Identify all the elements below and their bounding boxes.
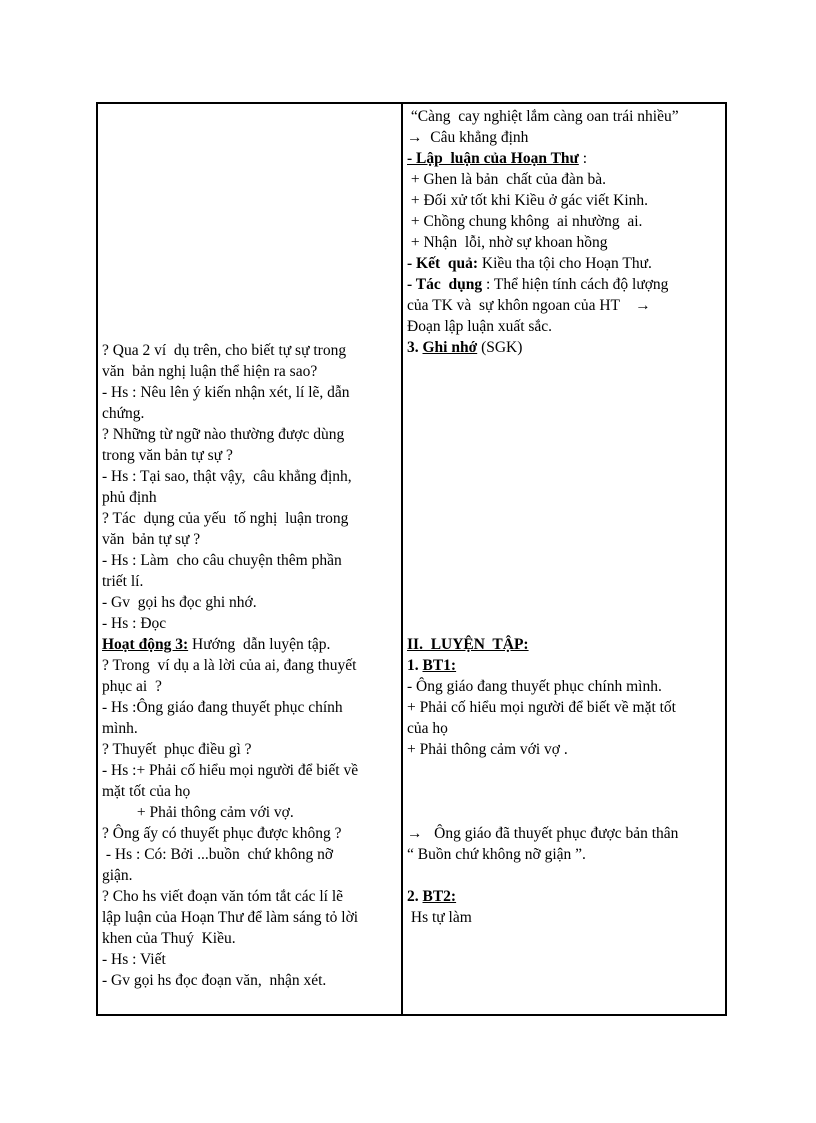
exercise-1-conclusion-2: “ Buồn chứ không nỡ giận ”. (407, 846, 586, 863)
left-line: trong văn bản tự sự ? (102, 447, 233, 464)
left-line: chứng. (102, 405, 145, 422)
left-line: triết lí. (102, 573, 144, 590)
activity-3-heading (102, 634, 394, 655)
left-line: - Hs :Ông giáo đang thuyết phục chính (102, 699, 343, 716)
left-line: - Hs : Làm cho câu chuyện thêm phần (102, 552, 342, 569)
memo-text: (SGK) (477, 339, 523, 356)
left-line: - Gv gọi hs đọc đoạn văn, nhận xét. (102, 972, 327, 989)
exercise-1-line: của họ (407, 720, 448, 737)
teacher-student-column (102, 340, 394, 991)
effect-line-2: của TK và sự khôn ngoan của HT → (407, 297, 651, 314)
left-line: ? Tác dụng của yếu tố nghị luận trong (102, 510, 349, 527)
argument-label: - Lập luận của Hoạn Thư (407, 150, 579, 167)
effect-line-3: Đoạn lập luận xuất sắc. (407, 318, 553, 335)
effect-line (407, 274, 723, 295)
exercise-1-line: + Phải cố hiểu mọi người để biết về mặt tốt (407, 699, 676, 716)
exercise-2-text: Hs tự làm (407, 909, 472, 926)
left-line: phục ai ? (102, 678, 162, 695)
left-line: ? Cho hs viết đoạn văn tóm tắt các lí lẽ (102, 888, 344, 905)
left-line: - Hs : Viết (102, 951, 166, 968)
effect-text: : Thể hiện tính cách độ lượng (482, 276, 669, 293)
result-line (407, 253, 723, 274)
left-line: khen của Thuý Kiều. (102, 930, 236, 947)
memo-number: 3. (407, 339, 423, 356)
activity-3-label: Hoạt động 3: (102, 636, 189, 653)
exercise-1-label: BT1: (422, 657, 457, 674)
exercise-1-heading (407, 655, 723, 676)
left-line: ? Thuyết phục điều gì ? (102, 741, 252, 758)
memo-label: Ghi nhớ (422, 339, 478, 356)
result-text: Kiều tha tội cho Hoạn Thư. (478, 255, 652, 272)
assertion-line: → Câu khẳng định (407, 129, 529, 146)
left-line: - Hs : Đọc (102, 615, 167, 632)
exercise-1-line: + Phải thông cảm với vợ . (407, 741, 568, 758)
content-column (407, 106, 723, 358)
left-line: giận. (102, 867, 133, 884)
quote-line: “Càng cay nghiệt lắm càng oan trái nhiều” (407, 108, 679, 125)
argument-point: + Đối xử tốt khi Kiều ở gác viết Kinh. (407, 192, 649, 209)
activity-3-text: Hướng dẫn luyện tập. (188, 636, 331, 653)
argument-point: + Chồng chung không ai nhường ai. (407, 213, 643, 230)
column-divider (401, 104, 403, 1014)
exercise-2-number: 2. (407, 888, 423, 905)
argument-heading (407, 148, 723, 169)
exercise-1-line: - Ông giáo đang thuyết phục chính mình. (407, 678, 662, 695)
exercise-1-number: 1. (407, 657, 423, 674)
practice-heading: II. LUYỆN TẬP: (407, 636, 529, 653)
practice-section (407, 634, 723, 928)
left-line: - Hs : Nêu lên ý kiến nhận xét, lí lẽ, dẫn (102, 384, 350, 401)
left-line: - Hs : Có: Bởi ...buồn chứ không nỡ (102, 846, 334, 863)
argument-colon: : (578, 150, 588, 167)
effect-label: - Tác dụng (407, 276, 483, 293)
left-line: - Hs :+ Phải cố hiểu mọi người để biết về (102, 762, 359, 779)
result-label: - Kết quả: (407, 255, 479, 272)
argument-point: + Ghen là bản chất của đàn bà. (407, 171, 606, 188)
exercise-2-label: BT2: (422, 888, 457, 905)
exercise-2-heading (407, 886, 723, 907)
left-line: ? Qua 2 ví dụ trên, cho biết tự sự trong (102, 342, 347, 359)
left-line: + Phải thông cảm với vợ. (102, 804, 294, 821)
left-line: mặt tốt của họ (102, 783, 191, 800)
left-line: ? Những từ ngữ nào thường được dùng (102, 426, 345, 443)
left-line: ? Trong ví dụ a là lời của ai, đang thuyết (102, 657, 357, 674)
left-line: văn bản nghị luận thể hiện ra sao? (102, 363, 318, 380)
left-line: - Hs : Tại sao, thật vậy, câu khẳng định, (102, 468, 352, 485)
left-line: văn bản tự sự ? (102, 531, 201, 548)
argument-point: + Nhận lỗi, nhờ sự khoan hồng (407, 234, 608, 251)
left-line: mình. (102, 720, 138, 737)
left-line: phủ định (102, 489, 157, 506)
left-line: lập luận của Hoạn Thư để làm sáng tỏ lời (102, 909, 359, 926)
exercise-1-conclusion: → Ông giáo đã thuyết phục được bản thân (407, 825, 679, 842)
lesson-table (96, 102, 727, 1016)
left-line: - Gv gọi hs đọc ghi nhớ. (102, 594, 257, 611)
left-line: ? Ông ấy có thuyết phục được không ? (102, 825, 342, 842)
memo-heading (407, 337, 723, 358)
